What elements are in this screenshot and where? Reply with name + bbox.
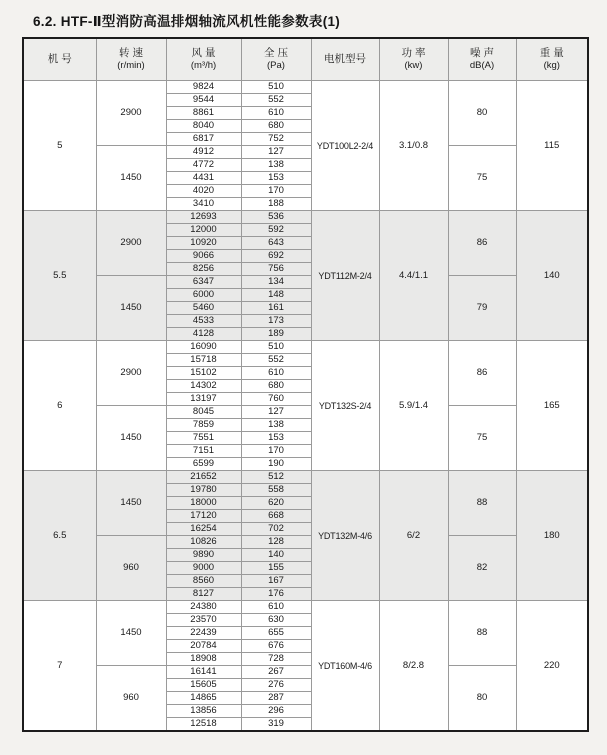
column-header-unit: dB(A) bbox=[469, 60, 495, 71]
model-cell: 5.5 bbox=[23, 211, 96, 341]
pressure-cell: 680 bbox=[241, 120, 311, 133]
flow-cell: 4431 bbox=[166, 172, 241, 185]
speed-cell: 2900 bbox=[96, 211, 166, 276]
pressure-cell: 148 bbox=[241, 289, 311, 302]
pressure-cell: 188 bbox=[241, 198, 311, 211]
column-header-unit: (m³/h) bbox=[190, 60, 217, 71]
column-header bbox=[96, 38, 166, 81]
table-row bbox=[23, 276, 588, 289]
pressure-cell: 512 bbox=[241, 471, 311, 484]
flow-cell: 9544 bbox=[166, 94, 241, 107]
flow-cell: 12000 bbox=[166, 224, 241, 237]
table-row bbox=[23, 536, 588, 549]
model-cell: 5 bbox=[23, 81, 96, 211]
column-header bbox=[166, 38, 241, 81]
table-row bbox=[23, 81, 588, 94]
pressure-cell: 552 bbox=[241, 354, 311, 367]
table-row bbox=[23, 146, 588, 159]
flow-cell: 14302 bbox=[166, 380, 241, 393]
pressure-cell: 655 bbox=[241, 627, 311, 640]
table-row bbox=[23, 341, 588, 354]
column-header bbox=[448, 38, 516, 81]
pressure-cell: 127 bbox=[241, 146, 311, 159]
pressure-cell: 756 bbox=[241, 263, 311, 276]
pressure-cell: 276 bbox=[241, 679, 311, 692]
pressure-cell: 630 bbox=[241, 614, 311, 627]
flow-cell: 13856 bbox=[166, 705, 241, 718]
pressure-cell: 190 bbox=[241, 458, 311, 471]
speed-cell: 960 bbox=[96, 666, 166, 732]
noise-cell: 86 bbox=[448, 341, 516, 406]
column-header-unit: (kg) bbox=[543, 60, 560, 71]
speed-cell: 1450 bbox=[96, 146, 166, 211]
column-header bbox=[311, 38, 379, 81]
flow-cell: 24380 bbox=[166, 601, 241, 614]
pressure-cell: 510 bbox=[241, 341, 311, 354]
flow-cell: 16141 bbox=[166, 666, 241, 679]
column-header-label: 噪 声 bbox=[470, 47, 494, 59]
flow-cell: 6599 bbox=[166, 458, 241, 471]
motor-cell: YDT112M-2/4 bbox=[311, 211, 379, 341]
pressure-cell: 138 bbox=[241, 419, 311, 432]
pressure-cell: 676 bbox=[241, 640, 311, 653]
noise-cell: 75 bbox=[448, 406, 516, 471]
flow-cell: 7551 bbox=[166, 432, 241, 445]
pressure-cell: 155 bbox=[241, 562, 311, 575]
pressure-cell: 510 bbox=[241, 81, 311, 94]
speed-cell: 2900 bbox=[96, 81, 166, 146]
pressure-cell: 643 bbox=[241, 237, 311, 250]
pressure-cell: 267 bbox=[241, 666, 311, 679]
flow-cell: 13197 bbox=[166, 393, 241, 406]
pressure-cell: 140 bbox=[241, 549, 311, 562]
noise-cell: 88 bbox=[448, 601, 516, 666]
pressure-cell: 127 bbox=[241, 406, 311, 419]
pressure-cell: 610 bbox=[241, 601, 311, 614]
weight-cell: 180 bbox=[516, 471, 588, 601]
table-row bbox=[23, 666, 588, 679]
speed-cell: 2900 bbox=[96, 341, 166, 406]
model-cell: 6 bbox=[23, 341, 96, 471]
power-cell: 8/2.8 bbox=[379, 601, 448, 732]
flow-cell: 9000 bbox=[166, 562, 241, 575]
noise-cell: 80 bbox=[448, 666, 516, 732]
noise-cell: 80 bbox=[448, 81, 516, 146]
flow-cell: 8045 bbox=[166, 406, 241, 419]
flow-cell: 18000 bbox=[166, 497, 241, 510]
pressure-cell: 752 bbox=[241, 133, 311, 146]
column-header-unit: (r/min) bbox=[117, 60, 145, 71]
flow-cell: 14865 bbox=[166, 692, 241, 705]
weight-cell: 115 bbox=[516, 81, 588, 211]
pressure-cell: 128 bbox=[241, 536, 311, 549]
noise-cell: 79 bbox=[448, 276, 516, 341]
power-cell: 3.1/0.8 bbox=[379, 81, 448, 211]
flow-cell: 21652 bbox=[166, 471, 241, 484]
flow-cell: 15605 bbox=[166, 679, 241, 692]
flow-cell: 4020 bbox=[166, 185, 241, 198]
flow-cell: 9824 bbox=[166, 81, 241, 94]
weight-cell: 140 bbox=[516, 211, 588, 341]
pressure-cell: 760 bbox=[241, 393, 311, 406]
pressure-cell: 134 bbox=[241, 276, 311, 289]
pressure-cell: 610 bbox=[241, 367, 311, 380]
column-header bbox=[516, 38, 588, 81]
column-header-unit: (kw) bbox=[404, 60, 423, 71]
pressure-cell: 319 bbox=[241, 718, 311, 732]
column-header-label: 全 压 bbox=[264, 47, 288, 59]
column-header-label: 电机型号 bbox=[324, 53, 366, 65]
speed-cell: 960 bbox=[96, 536, 166, 601]
flow-cell: 9890 bbox=[166, 549, 241, 562]
flow-cell: 5460 bbox=[166, 302, 241, 315]
noise-cell: 88 bbox=[448, 471, 516, 536]
motor-cell: YDT100L2-2/4 bbox=[311, 81, 379, 211]
weight-cell: 165 bbox=[516, 341, 588, 471]
flow-cell: 15718 bbox=[166, 354, 241, 367]
page-title: 6.2. HTF-Ⅱ型消防高温排烟轴流风机性能参数表(1) bbox=[33, 14, 341, 29]
pressure-cell: 153 bbox=[241, 432, 311, 445]
column-header bbox=[23, 38, 96, 81]
flow-cell: 22439 bbox=[166, 627, 241, 640]
pressure-cell: 153 bbox=[241, 172, 311, 185]
column-header-label: 重 量 bbox=[539, 47, 564, 59]
column-header-label: 转 速 bbox=[119, 47, 143, 59]
flow-cell: 6817 bbox=[166, 133, 241, 146]
flow-cell: 18908 bbox=[166, 653, 241, 666]
pressure-cell: 170 bbox=[241, 185, 311, 198]
flow-cell: 6347 bbox=[166, 276, 241, 289]
column-header-label: 机 号 bbox=[47, 53, 72, 65]
pressure-cell: 552 bbox=[241, 94, 311, 107]
pressure-cell: 668 bbox=[241, 510, 311, 523]
pressure-cell: 173 bbox=[241, 315, 311, 328]
flow-cell: 12693 bbox=[166, 211, 241, 224]
pressure-cell: 296 bbox=[241, 705, 311, 718]
pressure-cell: 138 bbox=[241, 159, 311, 172]
flow-cell: 15102 bbox=[166, 367, 241, 380]
flow-cell: 19780 bbox=[166, 484, 241, 497]
motor-cell: YDT160M-4/6 bbox=[311, 601, 379, 732]
table-row bbox=[23, 211, 588, 224]
flow-cell: 7859 bbox=[166, 419, 241, 432]
flow-cell: 8040 bbox=[166, 120, 241, 133]
flow-cell: 17120 bbox=[166, 510, 241, 523]
speed-cell: 1450 bbox=[96, 276, 166, 341]
flow-cell: 3410 bbox=[166, 198, 241, 211]
flow-cell: 12518 bbox=[166, 718, 241, 732]
column-header-label: 功 率 bbox=[401, 47, 426, 59]
column-header bbox=[241, 38, 311, 81]
flow-cell: 23570 bbox=[166, 614, 241, 627]
model-cell: 6.5 bbox=[23, 471, 96, 601]
flow-cell: 16254 bbox=[166, 523, 241, 536]
pressure-cell: 161 bbox=[241, 302, 311, 315]
pressure-cell: 167 bbox=[241, 575, 311, 588]
flow-cell: 10920 bbox=[166, 237, 241, 250]
motor-cell: YDT132S-2/4 bbox=[311, 341, 379, 471]
flow-cell: 8256 bbox=[166, 263, 241, 276]
table-body bbox=[23, 81, 588, 732]
flow-cell: 7151 bbox=[166, 445, 241, 458]
flow-cell: 8861 bbox=[166, 107, 241, 120]
table-row bbox=[23, 601, 588, 614]
pressure-cell: 592 bbox=[241, 224, 311, 237]
noise-cell: 75 bbox=[448, 146, 516, 211]
pressure-cell: 189 bbox=[241, 328, 311, 341]
pressure-cell: 536 bbox=[241, 211, 311, 224]
flow-cell: 9066 bbox=[166, 250, 241, 263]
flow-cell: 8560 bbox=[166, 575, 241, 588]
pressure-cell: 680 bbox=[241, 380, 311, 393]
pressure-cell: 620 bbox=[241, 497, 311, 510]
flow-cell: 20784 bbox=[166, 640, 241, 653]
pressure-cell: 610 bbox=[241, 107, 311, 120]
pressure-cell: 702 bbox=[241, 523, 311, 536]
noise-cell: 86 bbox=[448, 211, 516, 276]
noise-cell: 82 bbox=[448, 536, 516, 601]
weight-cell: 220 bbox=[516, 601, 588, 732]
column-header bbox=[379, 38, 448, 81]
column-header-unit: (Pa) bbox=[267, 60, 285, 71]
flow-cell: 6000 bbox=[166, 289, 241, 302]
motor-cell: YDT132M-4/6 bbox=[311, 471, 379, 601]
power-cell: 4.4/1.1 bbox=[379, 211, 448, 341]
pressure-cell: 287 bbox=[241, 692, 311, 705]
flow-cell: 4128 bbox=[166, 328, 241, 341]
pressure-cell: 558 bbox=[241, 484, 311, 497]
power-cell: 5.9/1.4 bbox=[379, 341, 448, 471]
pressure-cell: 176 bbox=[241, 588, 311, 601]
flow-cell: 8127 bbox=[166, 588, 241, 601]
flow-cell: 10826 bbox=[166, 536, 241, 549]
table-row bbox=[23, 406, 588, 419]
power-cell: 6/2 bbox=[379, 471, 448, 601]
pressure-cell: 728 bbox=[241, 653, 311, 666]
fan-performance-table bbox=[22, 37, 589, 732]
column-header-label: 风 量 bbox=[191, 47, 216, 59]
flow-cell: 4533 bbox=[166, 315, 241, 328]
flow-cell: 4912 bbox=[166, 146, 241, 159]
speed-cell: 1450 bbox=[96, 471, 166, 536]
speed-cell: 1450 bbox=[96, 406, 166, 471]
speed-cell: 1450 bbox=[96, 601, 166, 666]
table-header bbox=[23, 38, 588, 81]
table-row bbox=[23, 471, 588, 484]
model-cell: 7 bbox=[23, 601, 96, 732]
header-row bbox=[23, 38, 588, 81]
pressure-cell: 170 bbox=[241, 445, 311, 458]
flow-cell: 16090 bbox=[166, 341, 241, 354]
pressure-cell: 692 bbox=[241, 250, 311, 263]
flow-cell: 4772 bbox=[166, 159, 241, 172]
